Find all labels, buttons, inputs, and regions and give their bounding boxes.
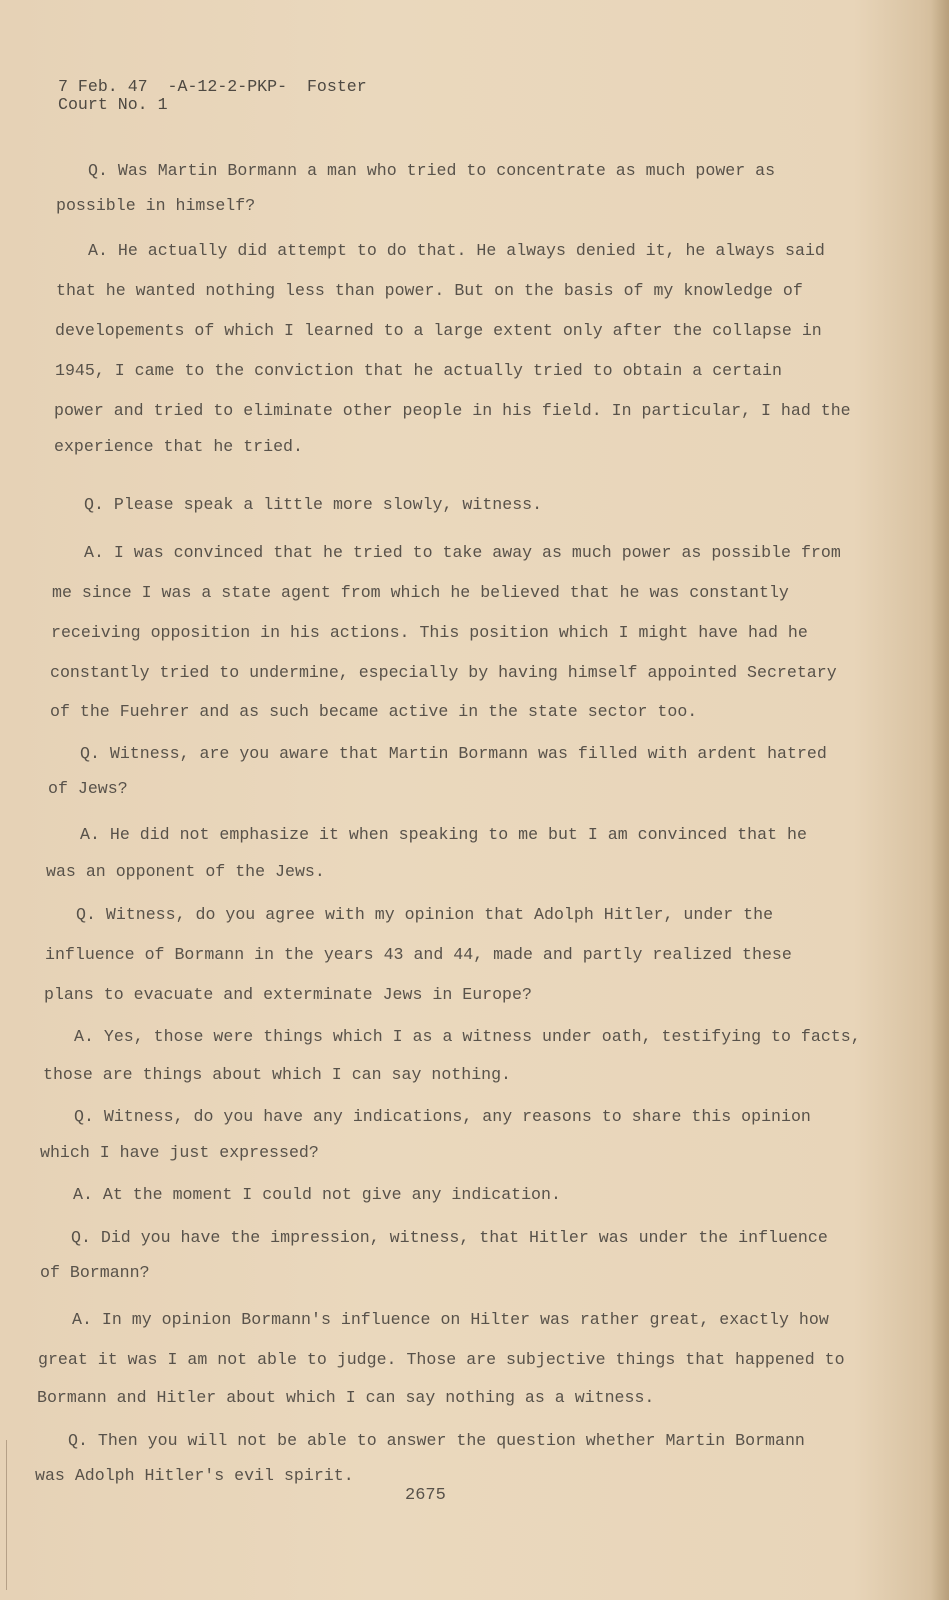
text-line: constantly tried to undermine, especially by having himself appointed Secretary — [50, 663, 837, 682]
text-line: A. In my opinion Bormann's influence on Hilter was rather great, exactly how — [72, 1310, 829, 1329]
text-line: of Bormann? — [40, 1263, 150, 1282]
text-line: great it was I am not able to judge. Those are subjective things that happened to — [38, 1350, 845, 1369]
header-date-reference: 7 Feb. 47 -A-12-2-PKP- Foster — [58, 77, 367, 96]
text-line: Q. Did you have the impression, witness, that Hitler was under the influence — [71, 1228, 828, 1247]
margin-line — [6, 1440, 7, 1590]
text-line: Q. Was Martin Bormann a man who tried to concentrate as much power as — [88, 161, 776, 180]
text-line: receiving opposition in his actions. This position which I might have had he — [51, 623, 808, 642]
text-line: that he wanted nothing less than power. But on the basis of my knowledge of — [56, 281, 803, 300]
text-line: developements of which I learned to a large extent only after the collapse in — [55, 321, 822, 340]
text-line: those are things about which I can say nothing. — [43, 1065, 512, 1084]
text-line: Bormann and Hitler about which I can say nothing as a witness. — [37, 1388, 655, 1407]
page-edge-shadow — [931, 0, 949, 1600]
text-line: of the Fuehrer and as such became active in the state sector too. — [50, 702, 698, 721]
text-line: Q. Witness, do you agree with my opinion that Adolph Hitler, under the — [76, 905, 774, 924]
text-line: 1945, I came to the conviction that he actually tried to obtain a certain — [55, 361, 782, 380]
text-line: power and tried to eliminate other people in his field. In particular, I had the — [54, 401, 851, 420]
text-line: plans to evacuate and exterminate Jews in Europe? — [44, 985, 532, 1004]
text-line: which I have just expressed? — [40, 1143, 319, 1162]
page-number: 2675 — [405, 1486, 446, 1505]
text-line: me since I was a state agent from which he believed that he was constantly — [52, 583, 789, 602]
text-line: Q. Please speak a little more slowly, witness. — [84, 495, 543, 514]
text-line: A. Yes, those were things which I as a witness under oath, testifying to facts, — [74, 1027, 861, 1046]
text-line: Q. Witness, do you have any indications, any reasons to share this opinion — [74, 1107, 811, 1126]
text-line: influence of Bormann in the years 43 and 44, made and partly realized these — [45, 945, 792, 964]
text-line: experience that he tried. — [54, 437, 303, 456]
text-line: of Jews? — [48, 779, 128, 798]
text-line: A. He actually did attempt to do that. He always denied it, he always said — [88, 241, 825, 260]
text-line: Q. Then you will not be able to answer the question whether Martin Bormann — [68, 1431, 805, 1450]
text-line: was an opponent of the Jews. — [46, 862, 325, 881]
text-line: A. He did not emphasize it when speaking to me but I am convinced that he — [80, 825, 807, 844]
text-line: was Adolph Hitler's evil spirit. — [35, 1466, 354, 1485]
text-line: Q. Witness, are you aware that Martin Bormann was filled with ardent hatred — [80, 744, 827, 763]
text-line: possible in himself? — [56, 196, 256, 215]
text-line: A. I was convinced that he tried to take away as much power as possible from — [84, 543, 841, 562]
header-court: Court No. 1 — [58, 95, 168, 114]
text-line: A. At the moment I could not give any indication. — [73, 1185, 561, 1204]
